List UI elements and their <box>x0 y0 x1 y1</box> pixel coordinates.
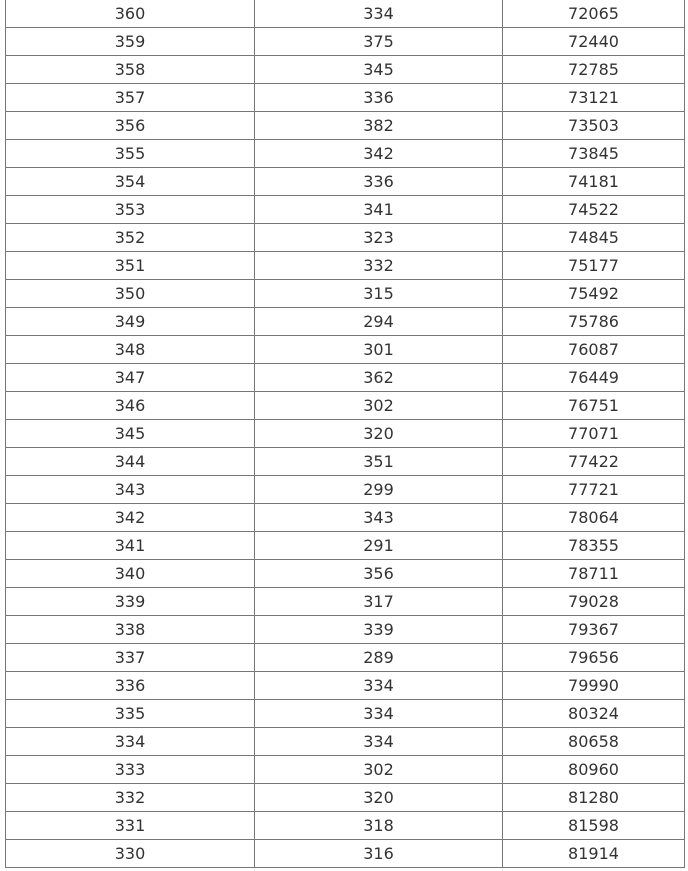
score-cell: 359 <box>6 28 255 56</box>
score-cell: 353 <box>6 196 255 224</box>
score-cell: 341 <box>6 532 255 560</box>
cumulative-cell: 79028 <box>503 588 685 616</box>
count-cell: 320 <box>255 784 503 812</box>
table-body <box>6 0 685 868</box>
score-cell: 336 <box>6 672 255 700</box>
table-row <box>6 84 685 112</box>
table-row <box>6 196 685 224</box>
cumulative-cell: 72440 <box>503 28 685 56</box>
score-cell: 339 <box>6 588 255 616</box>
table-row <box>6 28 685 56</box>
cumulative-cell: 75177 <box>503 252 685 280</box>
score-cell: 334 <box>6 728 255 756</box>
count-cell: 336 <box>255 168 503 196</box>
count-cell: 375 <box>255 28 503 56</box>
table-row <box>6 0 685 28</box>
score-cell: 344 <box>6 448 255 476</box>
count-cell: 341 <box>255 196 503 224</box>
count-cell: 334 <box>255 700 503 728</box>
count-cell: 316 <box>255 840 503 868</box>
cumulative-cell: 79656 <box>503 644 685 672</box>
table-row <box>6 420 685 448</box>
count-cell: 334 <box>255 672 503 700</box>
score-cell: 350 <box>6 280 255 308</box>
cumulative-cell: 81280 <box>503 784 685 812</box>
cumulative-cell: 74181 <box>503 168 685 196</box>
score-cell: 338 <box>6 616 255 644</box>
table-row <box>6 336 685 364</box>
score-cell: 349 <box>6 308 255 336</box>
cumulative-cell: 80960 <box>503 756 685 784</box>
score-cell: 358 <box>6 56 255 84</box>
cumulative-cell: 76087 <box>503 336 685 364</box>
count-cell: 334 <box>255 0 503 28</box>
table-row <box>6 252 685 280</box>
score-distribution-table <box>5 0 685 868</box>
score-cell: 332 <box>6 784 255 812</box>
count-cell: 302 <box>255 392 503 420</box>
table-row <box>6 812 685 840</box>
cumulative-cell: 81598 <box>503 812 685 840</box>
table-row <box>6 840 685 868</box>
cumulative-cell: 76751 <box>503 392 685 420</box>
count-cell: 299 <box>255 476 503 504</box>
count-cell: 336 <box>255 84 503 112</box>
cumulative-cell: 77071 <box>503 420 685 448</box>
count-cell: 291 <box>255 532 503 560</box>
cumulative-cell: 78711 <box>503 560 685 588</box>
score-cell: 351 <box>6 252 255 280</box>
table-row <box>6 644 685 672</box>
cumulative-cell: 73845 <box>503 140 685 168</box>
cumulative-cell: 72785 <box>503 56 685 84</box>
score-cell: 337 <box>6 644 255 672</box>
cumulative-cell: 79990 <box>503 672 685 700</box>
count-cell: 294 <box>255 308 503 336</box>
table-row <box>6 588 685 616</box>
table-row <box>6 140 685 168</box>
table-row <box>6 700 685 728</box>
table-row <box>6 364 685 392</box>
cumulative-cell: 73121 <box>503 84 685 112</box>
score-cell: 357 <box>6 84 255 112</box>
score-cell: 356 <box>6 112 255 140</box>
count-cell: 339 <box>255 616 503 644</box>
score-cell: 335 <box>6 700 255 728</box>
cumulative-cell: 81914 <box>503 840 685 868</box>
table-row <box>6 224 685 252</box>
count-cell: 289 <box>255 644 503 672</box>
score-cell: 343 <box>6 476 255 504</box>
cumulative-cell: 72065 <box>503 0 685 28</box>
count-cell: 301 <box>255 336 503 364</box>
table-row <box>6 448 685 476</box>
count-cell: 343 <box>255 504 503 532</box>
cumulative-cell: 80324 <box>503 700 685 728</box>
cumulative-cell: 78355 <box>503 532 685 560</box>
table-row <box>6 532 685 560</box>
count-cell: 345 <box>255 56 503 84</box>
score-cell: 331 <box>6 812 255 840</box>
cumulative-cell: 75492 <box>503 280 685 308</box>
table-row <box>6 392 685 420</box>
score-cell: 355 <box>6 140 255 168</box>
count-cell: 382 <box>255 112 503 140</box>
cumulative-cell: 75786 <box>503 308 685 336</box>
count-cell: 342 <box>255 140 503 168</box>
cumulative-cell: 74522 <box>503 196 685 224</box>
cumulative-cell: 77422 <box>503 448 685 476</box>
count-cell: 334 <box>255 728 503 756</box>
score-cell: 347 <box>6 364 255 392</box>
table-row <box>6 560 685 588</box>
cumulative-cell: 73503 <box>503 112 685 140</box>
table-row <box>6 728 685 756</box>
cumulative-cell: 74845 <box>503 224 685 252</box>
count-cell: 315 <box>255 280 503 308</box>
table-row <box>6 168 685 196</box>
count-cell: 323 <box>255 224 503 252</box>
count-cell: 362 <box>255 364 503 392</box>
score-cell: 360 <box>6 0 255 28</box>
table-row <box>6 672 685 700</box>
table-row <box>6 616 685 644</box>
score-cell: 342 <box>6 504 255 532</box>
table-row <box>6 756 685 784</box>
cumulative-cell: 76449 <box>503 364 685 392</box>
count-cell: 320 <box>255 420 503 448</box>
count-cell: 318 <box>255 812 503 840</box>
table-row <box>6 308 685 336</box>
cumulative-cell: 77721 <box>503 476 685 504</box>
count-cell: 302 <box>255 756 503 784</box>
table-row <box>6 112 685 140</box>
score-cell: 354 <box>6 168 255 196</box>
score-cell: 346 <box>6 392 255 420</box>
count-cell: 332 <box>255 252 503 280</box>
cumulative-cell: 79367 <box>503 616 685 644</box>
table-row <box>6 280 685 308</box>
score-cell: 348 <box>6 336 255 364</box>
score-cell: 352 <box>6 224 255 252</box>
table-row <box>6 784 685 812</box>
count-cell: 351 <box>255 448 503 476</box>
score-cell: 340 <box>6 560 255 588</box>
score-cell: 333 <box>6 756 255 784</box>
score-cell: 345 <box>6 420 255 448</box>
table-row <box>6 56 685 84</box>
score-cell: 330 <box>6 840 255 868</box>
cumulative-cell: 78064 <box>503 504 685 532</box>
cumulative-cell: 80658 <box>503 728 685 756</box>
table-row <box>6 476 685 504</box>
table-row <box>6 504 685 532</box>
count-cell: 317 <box>255 588 503 616</box>
count-cell: 356 <box>255 560 503 588</box>
